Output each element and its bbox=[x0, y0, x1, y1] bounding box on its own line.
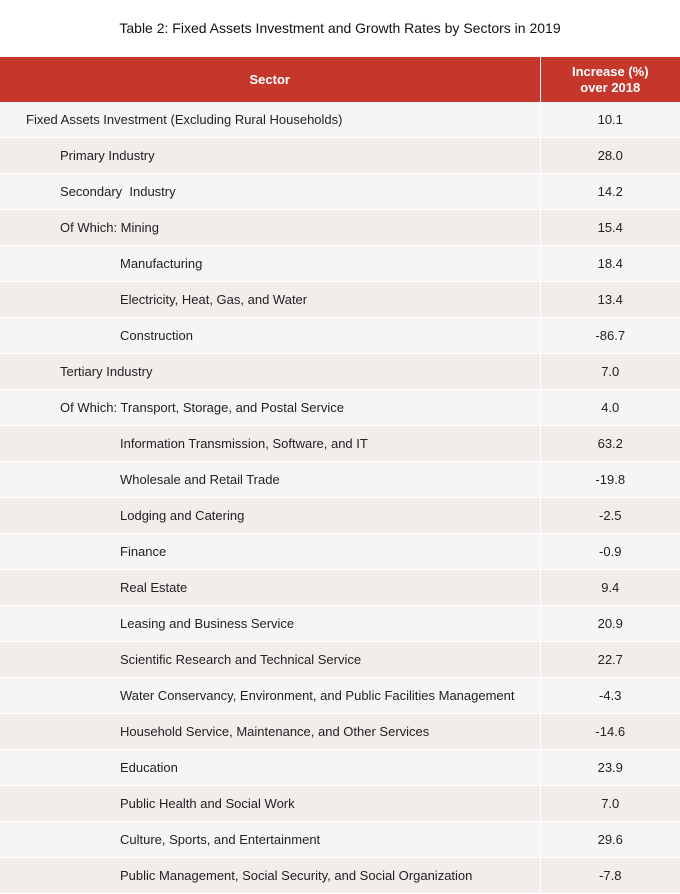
increase-cell: -86.7 bbox=[540, 318, 680, 354]
table-row bbox=[0, 426, 680, 462]
sector-cell: Tertiary Industry bbox=[0, 354, 540, 390]
table-row bbox=[0, 498, 680, 534]
sector-cell: Education bbox=[0, 750, 540, 786]
increase-cell: 9.4 bbox=[540, 570, 680, 606]
sector-cell: Of Which: Mining bbox=[0, 210, 540, 246]
increase-cell: -0.9 bbox=[540, 534, 680, 570]
increase-cell: 20.9 bbox=[540, 606, 680, 642]
table-row bbox=[0, 570, 680, 606]
table-row bbox=[0, 102, 680, 138]
sector-cell: Leasing and Business Service bbox=[0, 606, 540, 642]
increase-cell: -19.8 bbox=[540, 462, 680, 498]
table-row bbox=[0, 858, 680, 894]
increase-cell: 7.0 bbox=[540, 786, 680, 822]
column-header-increase-line2: over 2018 bbox=[580, 79, 641, 95]
header-row bbox=[0, 57, 680, 102]
column-header-sector: Sector bbox=[0, 57, 540, 102]
increase-cell: 14.2 bbox=[540, 174, 680, 210]
sector-cell: Wholesale and Retail Trade bbox=[0, 462, 540, 498]
sector-cell: Of Which: Transport, Storage, and Postal Service bbox=[0, 390, 540, 426]
sector-cell: Public Health and Social Work bbox=[0, 786, 540, 822]
table-row bbox=[0, 678, 680, 714]
table-row bbox=[0, 318, 680, 354]
table-row bbox=[0, 282, 680, 318]
fixed-assets-table bbox=[0, 57, 680, 894]
increase-cell: 23.9 bbox=[540, 750, 680, 786]
sector-cell: Real Estate bbox=[0, 570, 540, 606]
table-row bbox=[0, 210, 680, 246]
table-row bbox=[0, 642, 680, 678]
column-header-increase-line1: Increase (%) bbox=[571, 63, 649, 79]
increase-cell: 63.2 bbox=[540, 426, 680, 462]
table-row bbox=[0, 462, 680, 498]
increase-cell: 18.4 bbox=[540, 246, 680, 282]
column-header-increase bbox=[540, 57, 680, 102]
increase-cell: 29.6 bbox=[540, 822, 680, 858]
table-row bbox=[0, 354, 680, 390]
table-title: Table 2: Fixed Assets Investment and Growth Rates by Sectors in 2019 bbox=[119, 20, 561, 36]
increase-cell: 10.1 bbox=[540, 102, 680, 138]
increase-cell: -4.3 bbox=[540, 678, 680, 714]
table-row bbox=[0, 174, 680, 210]
increase-cell: 15.4 bbox=[540, 210, 680, 246]
increase-cell: -14.6 bbox=[540, 714, 680, 750]
sector-cell: Household Service, Maintenance, and Other Services bbox=[0, 714, 540, 750]
increase-cell: 13.4 bbox=[540, 282, 680, 318]
table-row bbox=[0, 822, 680, 858]
table-row bbox=[0, 714, 680, 750]
table-row bbox=[0, 534, 680, 570]
sector-cell: Electricity, Heat, Gas, and Water bbox=[0, 282, 540, 318]
sector-cell: Scientific Research and Technical Service bbox=[0, 642, 540, 678]
table-row bbox=[0, 246, 680, 282]
sector-cell: Public Management, Social Security, and Social Organization bbox=[0, 858, 540, 894]
sector-cell: Culture, Sports, and Entertainment bbox=[0, 822, 540, 858]
table-header bbox=[0, 57, 680, 102]
table-row bbox=[0, 750, 680, 786]
sector-cell: Construction bbox=[0, 318, 540, 354]
table-row bbox=[0, 138, 680, 174]
sector-cell: Information Transmission, Software, and IT bbox=[0, 426, 540, 462]
table-row bbox=[0, 606, 680, 642]
increase-cell: 28.0 bbox=[540, 138, 680, 174]
table-body bbox=[0, 102, 680, 894]
sector-cell: Manufacturing bbox=[0, 246, 540, 282]
sector-cell: Secondary Industry bbox=[0, 174, 540, 210]
increase-cell: -7.8 bbox=[540, 858, 680, 894]
increase-cell: 22.7 bbox=[540, 642, 680, 678]
increase-cell: 4.0 bbox=[540, 390, 680, 426]
table-row bbox=[0, 390, 680, 426]
increase-cell: 7.0 bbox=[540, 354, 680, 390]
table-row bbox=[0, 786, 680, 822]
sector-cell: Fixed Assets Investment (Excluding Rural Households) bbox=[0, 102, 540, 138]
sector-cell: Water Conservancy, Environment, and Public Facilities Management bbox=[0, 678, 540, 714]
sector-cell: Primary Industry bbox=[0, 138, 540, 174]
increase-cell: -2.5 bbox=[540, 498, 680, 534]
sector-cell: Lodging and Catering bbox=[0, 498, 540, 534]
sector-cell: Finance bbox=[0, 534, 540, 570]
